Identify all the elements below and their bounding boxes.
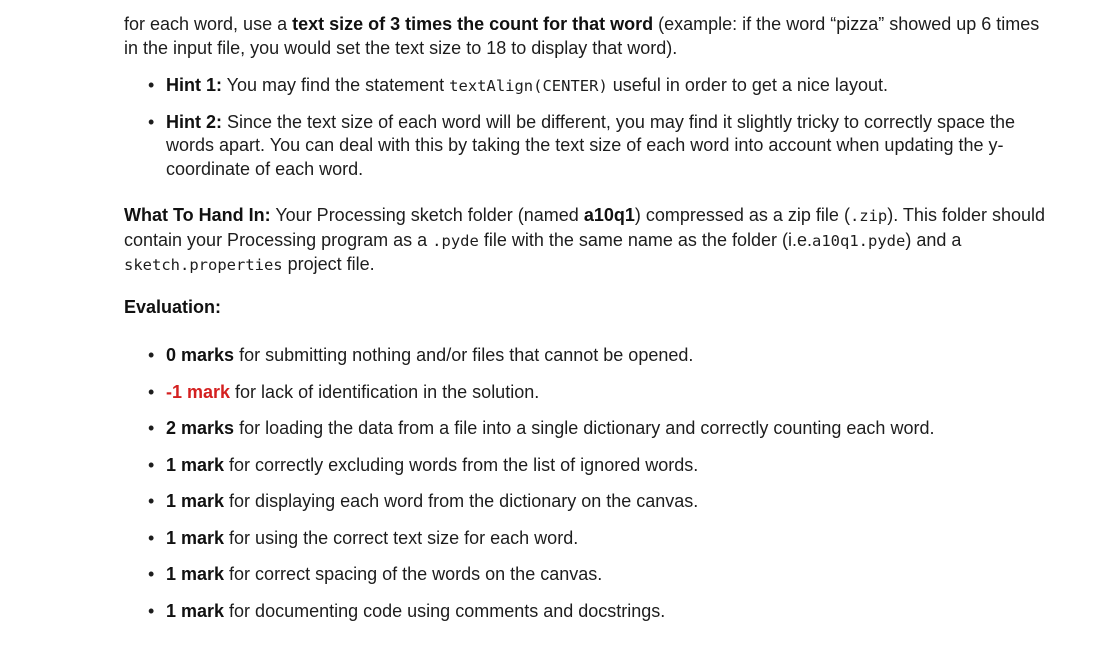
marks-value: 0 marks bbox=[166, 345, 235, 365]
marks-value: 1 mark bbox=[166, 564, 225, 584]
marks-list bbox=[124, 344, 1054, 623]
marks-item bbox=[124, 600, 1054, 624]
intro-bold-rule: text size of 3 times the count for that word bbox=[292, 14, 654, 34]
hand-in-text: ) and a bbox=[905, 229, 962, 250]
pyde-extension: .pyde bbox=[432, 231, 479, 250]
bullet: • bbox=[148, 564, 155, 584]
zip-extension: .zip bbox=[849, 207, 888, 225]
marks-value: 2 marks bbox=[166, 418, 235, 438]
bullet: • bbox=[148, 111, 155, 132]
hand-in-text: Your Processing sketch folder (named bbox=[270, 205, 584, 225]
document-content bbox=[124, 13, 1054, 623]
bullet: • bbox=[148, 454, 155, 475]
hand-in-text: ) compressed as a zip file ( bbox=[634, 205, 850, 225]
hint-item bbox=[124, 111, 1054, 182]
hint-text: Since the text size of each word will be different, you may find it slightly tricky to correctly space the words apart. You can deal with this by taking the text size of each word into account when updating the y-coordinate of each word. bbox=[166, 111, 1016, 179]
intro-text-2: (example: if the word “pizza” showed up 6 times in the input file, you would set the text size to 18 to display that word). bbox=[124, 14, 1040, 58]
marks-item bbox=[124, 563, 1054, 587]
hand-in-text: ). This folder should contain your Processing program as a bbox=[124, 205, 1046, 250]
bullet: • bbox=[148, 75, 155, 95]
hand-in-paragraph bbox=[124, 204, 1054, 278]
marks-description: for lack of identification in the solution. bbox=[230, 381, 540, 402]
hand-in-text: file with the same name as the folder (i.e. bbox=[478, 229, 812, 250]
folder-name: a10q1 bbox=[583, 205, 635, 225]
hints-list bbox=[124, 74, 1054, 181]
hint-item bbox=[124, 74, 1054, 99]
marks-description: for correct spacing of the words on the canvas. bbox=[224, 564, 603, 584]
marks-item bbox=[124, 344, 1054, 368]
evaluation-title: Evaluation: bbox=[124, 296, 222, 317]
marks-item bbox=[124, 490, 1054, 514]
bullet: • bbox=[148, 600, 155, 621]
marks-description: for loading the data from a file into a single dictionary and correctly counting each word. bbox=[234, 418, 935, 438]
bullet: • bbox=[148, 418, 155, 438]
hint-text: useful in order to get a nice layout. bbox=[607, 75, 888, 95]
intro-paragraph bbox=[124, 13, 1054, 60]
bullet: • bbox=[148, 491, 155, 511]
pyde-filename: a10q1.pyde bbox=[812, 231, 906, 250]
marks-value: 1 mark bbox=[166, 600, 225, 621]
bullet: • bbox=[148, 527, 155, 548]
evaluation-heading bbox=[124, 296, 1054, 320]
marks-description: for displaying each word from the dictionary on the canvas. bbox=[224, 491, 699, 511]
hint-label: Hint 2: bbox=[166, 111, 222, 132]
penalty-marks-value: -1 mark bbox=[166, 381, 231, 402]
marks-description: for documenting code using comments and docstrings. bbox=[224, 600, 666, 621]
intro-text-1: for each word, use a bbox=[124, 14, 293, 34]
hand-in-label: What To Hand In: bbox=[124, 205, 271, 225]
marks-description: for correctly excluding words from the list of ignored words. bbox=[224, 454, 699, 475]
properties-filename: sketch.properties bbox=[124, 256, 283, 274]
marks-value: 1 mark bbox=[166, 491, 225, 511]
bullet: • bbox=[148, 381, 155, 402]
marks-item bbox=[124, 527, 1054, 551]
marks-item bbox=[124, 454, 1054, 478]
marks-item bbox=[124, 381, 1054, 405]
marks-value: 1 mark bbox=[166, 454, 225, 475]
hand-in-text: project file. bbox=[282, 254, 375, 274]
marks-value: 1 mark bbox=[166, 527, 225, 548]
marks-item bbox=[124, 417, 1054, 441]
marks-description: for using the correct text size for each word. bbox=[224, 527, 579, 548]
hint-text: You may find the statement bbox=[222, 75, 450, 95]
bullet: • bbox=[148, 345, 155, 365]
hint-label: Hint 1: bbox=[166, 75, 222, 95]
hint-code: textAlign(CENTER) bbox=[449, 77, 608, 95]
marks-description: for submitting nothing and/or files that cannot be opened. bbox=[234, 345, 694, 365]
